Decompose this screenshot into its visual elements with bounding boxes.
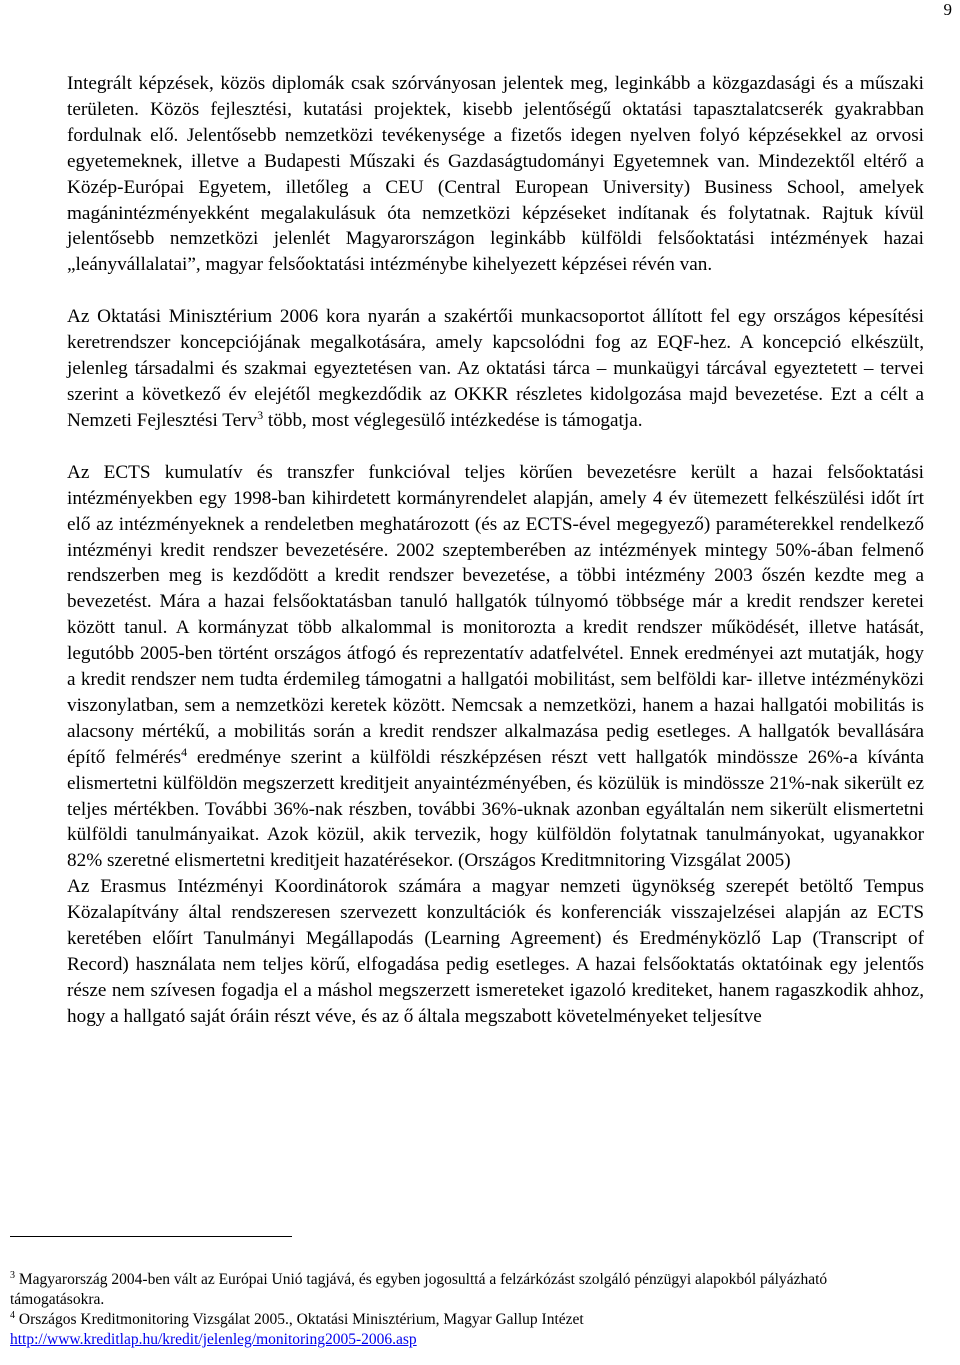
footnote-ref-4[interactable]: 4 (181, 744, 188, 759)
paragraph-ects (67, 460, 924, 875)
footnote-3 (10, 1270, 900, 1310)
paragraph-okkr (67, 304, 924, 434)
footnote-text: Magyarország 2004-ben vált az Európai Unió tagjává, és egyben jogosulttá a felzárkózást szolgáló pénzügyi alapokból pályázható támogatásokra. (10, 1271, 828, 1308)
paragraph-international: Integrált képzések, közös diplomák csak szórványosan jelentek meg, leginkább a közgazdasági és a műszaki területen. Közös fejlesztési, kutatási projektek, kisebb jelentőségű oktatási tapasztalatcserék gyakrabban fordulnak elő. Jelentősebb nemzetközi tevékenysége a fizetős idegen nyelven folyó képzésekkel az orvosi egyetemeknek, illetve a Budapesti Műszaki és Gazdaságtudományi Egyetemnek van. Mindezektől eltérő a Közép-Európai Egyetem, illetőleg a CEU (Central European University) Business School, amelyek magánintézményekként megalakulásuk óta nemzetközi képzéseket indítanak és folytatnak. Rajtuk kívül jelentősebb nemzetközi jelenlét Magyarországon leginkább külföldi felsőoktatási intézmények hazai „leányvállalatai”, magyar felsőoktatási intézménybe kihelyezett képzései révén van. (67, 73, 924, 276)
paragraph-text: Az ECTS kumulatív és transzfer funkcióval teljes körűen bevezetésre került a hazai felsőoktatási intézményekben egy 1998-ban kihirdetett kormányrendelet alapján, amely 4 év ütemezett felkészülési időt írt elő az intézményeknek a rendeletben meghatározott (és az ECTS-ével megegyező) paraméterekkel rendelkező intézményi kredit rendszer bevezetésére. 2002 szeptemberében az intézmények mintegy 50%-ában felmenő rendszerben meg is kezdődött a kredit rendszer bevezetése, a többi intézmény 2003 őszén kezdte meg a bevezetést. Mára a hazai felsőoktatásban tanuló hallgatók túlnyomó többsége már a kredit rendszer keretei között tanul. A kormányzat több alkalommal is monitorozta a kredit rendszer működését, illetve hatását, legutóbb 2005-ben történt országos átfogó és reprezentatív adatfelvétel. Ennek eredményei azt mutatják, hogy a kredit rendszer nem tudta érdemileg támogatni a hallgatói mobilitást, sem belföldi kar- illetve intézményközi viszonylatban, sem a nemzetközi keretek között. Nemcsak a nemzetközi, hanem a hazai hallgatói mobilitás is alacsony mértékű, a mobilitás során a kredit rendszer alkalmazása pedig esetleges. A hallgatók bevallására építő felmérés (67, 461, 924, 768)
footnote-divider (10, 1236, 292, 1237)
footnote-4 (10, 1310, 900, 1350)
paragraph-text: Az Oktatási Minisztérium 2006 kora nyarán a szakértői munkacsoportot állított fel egy országos képesítési keretrendszer koncepciójának megalkotására, amely kapcsolódni fog az EQF-hez. A koncepció elkészült, jelenleg társadalmi és szakmai egyeztetésen van. Az oktatási tárca – munkaügyi tárcával egyeztetett – tervei szerint a következő év elejétől megkezdődik az OKKR részletes kidolgozása majd bevezetése. Ezt a célt a Nemzeti Fejlesztési Terv (67, 306, 924, 431)
document-body (67, 71, 924, 1030)
footnotes (10, 1270, 900, 1350)
footnote-ref-3[interactable]: 3 (257, 407, 264, 422)
paragraph-erasmus: Az Erasmus Intézményi Koordinátorok számára a magyar nemzeti ügynökség szerepét betöltő Tempus Közalapítvány által rendszeresen szervezett konzultációk és konferenciák visszajelzései alapján az ECTS keretében előírt Tanulmányi Megállapodás (Learning Agreement) és Eredményközlő Lap (Transcript of Record) használata nem teljes körű, elfogadása pedig esetleges. A hazai felsőoktatás oktatóinak egy jelentős része nem szívesen fogadja el a máshol megszerzett ismereteket igazoló krediteket, hanem ragaszkodik ahhoz, hogy a hallgató saját óráin részt véve, és az ő általa megszabott követelményeket teljesítve (67, 876, 924, 1027)
footnote-text: Országos Kreditmonitoring Vizsgálat 2005., Oktatási Minisztérium, Magyar Gallup Intézet (15, 1311, 584, 1328)
paragraph-text: eredménye szerint a külföldi részképzésen részt vett hallgatók mindössze 26%-a kívánta elismertetni külföldön megszerzett kreditjeit anyaintézményében, és közülük is mindössze 21%-nak sikerült ez teljes mértékben. További 36%-nak részben, további 36%-uknak azonban egyáltalán nem sikerült elismertetni külföldi tanulmányaikat. Azok közül, akik tervezik, hogy külföldön folytatnak tanulmányokat, ugyanakkor 82% szeretné elismertetni kreditjeit hazatérésekor. (Országos Kreditmnitoring Vizsgálat 2005) (67, 746, 924, 872)
footnote-link[interactable]: http://www.kreditlap.hu/kredit/jelenleg/monitoring2005-2006.asp (10, 1331, 417, 1348)
footnote-mark: 3 (10, 1270, 15, 1281)
paragraph-text: több, most véglegesülő intézkedése is támogatja. (263, 409, 643, 431)
footnote-mark: 4 (10, 1310, 15, 1321)
page-number: 9 (943, 0, 952, 19)
